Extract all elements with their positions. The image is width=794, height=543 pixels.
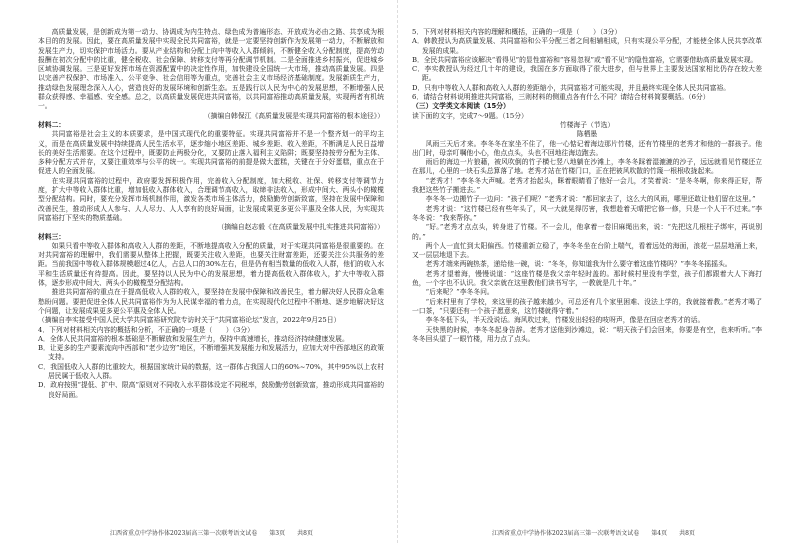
story-paragraph: 两个人一直忙到太阳偏西。竹楼重新立稳了，李冬冬坐在台阶上喘气，看着远处的海面，浪花一层层地涌上来，又一层层地退下去。 <box>412 241 762 260</box>
story-paragraph: 老秀才端来两碗热茶，递给他一碗，说：“冬冬，你知道我为什么要守着这座竹楼吗？”李冬冬摇摇头。 <box>425 260 732 269</box>
material-2-citation: （摘编自赵志毅《在高质量发展中扎实推进共同富裕》） <box>217 223 384 232</box>
material-1-paragraph: 高质量发展，是创新成为第一动力、协调成为内生特点、绿色成为普遍形态、开放成为必由之路、共享成为根本目的的发展。因此，要在高质量发展中实现全民共同富裕，就是一定要坚持创新作为发展第一动力，不断解放和发展生产力，切实保护市场活力。要从产业结构和分配上向中等收入人群倾斜，不断健全收入分配制度，提高劳动报酬在初次分配中的比重，健全税收、社会保障、转移支付等再分配调节机制。二是全面推进乡村振兴，促进城乡区域协调发展。三是更好发挥市场在资源配置中的决定性作用，加快建设全国统一大市场，推动高质量发展。四是以完善产权保护、市场准入、公平竞争、社会信用等为重点，完善社会主义市场经济基础制度。发展新质生产力，推动绿色发展理念深入人心，营造良好的发展环境和创新生态。五是践行以人民为中心的发展思想，不断增强人民群众获得感、幸福感、安全感。总之，以高质量发展促进共同富裕，以共同富裕推动高质量发展，实现两者有机统一。 <box>38 28 384 111</box>
question-4-option-b: B．让更多的生产要素流向中西部和“老少边穷”地区，不断增强其发展能力和发展活力，应加大对中西部地区的政策支持。 <box>38 344 384 362</box>
right-page-footer: 江西省重点中学协作体2023届高三第一次联考语文试卷 第4页 共8页 <box>492 530 695 537</box>
story-paragraph: “后来村里有了学校，来这里的孩子越来越少。可总还有几个家里困难、没法上学的，我就接着教。”老秀才喝了一口茶，“只要还有一个孩子愿意来，这竹楼就得守着。” <box>412 297 762 315</box>
left-page-footer: 江西省重点中学协作体2023届高三第一次联考语文试卷 第3页 共8页 <box>110 530 313 537</box>
material-3-paragraph-1: 如果只看中等收入群体和高收入人群的差距，不断地提高收入分配的质量，对于实现共同富裕是很重要的。在对共同富裕的理解中，我们需要从整体上把握，既要关注收入差距，也要关注财富差距，还要关注公共服务的差距。当前我国中等收入群体规模超过4亿人，占总人口的30%左右，但是仍有相当数量的低收入人群，他们的收入水平和生活质量还有待提高。因此，要坚持以人民为中心的发展思想，着力提高低收入群体收入，扩大中等收入群体，逐步形成中间大、两头小的橄榄型分配结构。 <box>38 241 384 288</box>
question-4: 4．下列对材料相关内容的概括和分析，不正确的一项是（ ）（3分） <box>38 325 254 334</box>
story-paragraph: 风雨三天后才来。李冬冬在家坐不住了，他一心惦记着海边那片竹楼，还有竹楼里的老秀才和他的一群孩子。他出门时，母亲叮嘱他小心，他点点头，头也不回地往海边跑去。 <box>412 139 762 157</box>
story-title: 竹楼海子（节选） <box>559 120 615 129</box>
material-3-heading: 材料三： <box>38 232 66 241</box>
question-5-option-d: D．只有中等收入人群和高收入人群的差距缩小，共同富裕才可能实现，并且最终实现全体人民共同富裕。 <box>412 83 731 92</box>
question-6: 6．请结合材料说明推进共同富裕，三则材料的侧重点各有什么不同？请结合材料简要概括。（6分） <box>412 93 710 102</box>
material-3-paragraph-2: 推进共同富裕的重点在于提高低收入人群的收入，要坚持在发展中保障和改善民生，着力解决好人民群众急难愁盼问题。要把促进全体人民共同富裕作为为人民谋幸福的着力点，在实现现代化过程中不断地、逐步地解决好这个问题，让发展成果更多更公平惠及全体人民。 <box>38 288 384 315</box>
left-page-column <box>38 28 384 400</box>
question-5: 5．下列对材料相关内容的理解和概括，正确的一项是（ ）（3分） <box>412 28 622 36</box>
story-paragraph: 李冬冬低下头，半天没说话。海风吹过来，竹楼发出轻轻的吱呀声，像是在回应老秀才的话。 <box>425 316 705 325</box>
question-4-option-d: D．政府按照“提低、扩中、限高”原则对不同收入水平群体设定不同税率，鼓励勤劳创新致富，推动形成共同富裕的良好局面。 <box>38 381 384 399</box>
page-fold-line <box>397 0 398 543</box>
material-1-citation: （摘编自韩保江《高质量发展是实现共同富裕的根本途径》） <box>203 111 384 120</box>
material-2-paragraph-2: 在实现共同富裕的过程中，政府要发挥积极作用，完善收入分配制度，加大税收、社保、转移支付等调节力度，扩大中等收入群体比重，增加低收入群体收入，合理调节高收入，取缔非法收入，形成中间大、两头小的橄榄型分配结构。同时，要充分发挥市场机制作用，激发各类市场主体活力，鼓励勤劳创新致富，坚持在发展中保障和改善民生，推动形成人人参与、人人尽力、人人享有的良好局面，让发展成果更多更公平惠及全体人民，为实现共同富裕打下坚实的物质基础。 <box>38 176 384 222</box>
right-page-column <box>412 28 762 344</box>
story-paragraph: “后来呢？”李冬冬问。 <box>425 288 494 297</box>
question-5-option-a: A．韩教授认为高质量发展、共同富裕和公平分配三者之间相辅相成，只有实现公平分配，才能使全体人民共享改革发展的成果。 <box>412 37 762 55</box>
story-paragraph: 老秀才望着海，慢慢说道：“这座竹楼是我父亲年轻时盖的。那时候村里没有学堂，孩子们都跟着大人下海打鱼，一个字也不认识。我父亲就在这里教他们读书写字，一教就是几十年。” <box>412 269 762 288</box>
story-paragraph: “好。”老秀才点点头，转身进了竹楼。不一会儿，他拿着一卷旧麻绳出来，说：“先把这几根柱子绑牢，再说别的。” <box>412 223 762 241</box>
material-2-heading: 材料二： <box>38 120 66 129</box>
story-paragraph: 天快黑的时候，李冬冬起身告辞。老秀才送他到沙滩边，说：“明天孩子们会回来，你要是有空，也来听听。”李冬冬回头望了一眼竹楼，用力点了点头。 <box>412 325 762 343</box>
story-paragraph: 老秀才说：“这竹楼已经有些年头了，风一大就晃得厉害，我想趁着天晴把它修一修，只是一个人干不过来。”李冬冬说：“我来帮你。” <box>412 204 762 222</box>
section-3-heading: （三）文学类文本阅读（15分） <box>412 102 510 111</box>
question-4-option-c: C．我国低收入人群的比重较大，根据国家统计局的数据，这一群体占我国人口的60%~70%，其中95%以上农村居民属于低收入人群。 <box>38 362 384 380</box>
story-paragraph: 雨后的海边一片狼藉，被风吹倒的竹子横七竖八地躺在沙滩上，李冬冬踩着湿漉漉的沙子，远远就看见竹楼还立在那儿，心里的一块石头总算落了地。老秀才站在竹楼门口，正在把被风吹散的竹篾一根根收拢起来。 <box>412 158 762 176</box>
section-3-instruction: 读下面的文字，完成7～9题。（15分） <box>412 111 528 120</box>
story-paragraph: “老秀才！”李冬冬大声喊。老秀才抬起头，眯着眼睛看了他好一会儿，才笑着说：“是冬冬啊，你来得正好，帮我把这些竹子搬进去。” <box>412 176 762 195</box>
question-5-option-c: C．李实教授认为经过几十年的建设，我国在多方面取得了很大进步，但与世界上主要发达国家相比仍存在较大差距。 <box>412 65 762 83</box>
story-paragraph: 李冬冬一边搬竹子一边问：“孩子们呢？”老秀才说：“都回家去了，这么大的风雨，哪里还敢让他们留在这里。” <box>425 195 756 204</box>
question-4-option-a: A．全体人民共同富裕的根本基础是不断解放和发展生产力，保持中高速增长，推动经济持续健康发展。 <box>38 334 349 343</box>
material-2-paragraph-1: 共同富裕是社会主义的本质要求，是中国式现代化的重要特征。实现共同富裕并不是一个整齐划一的平均主义，而是在高质量发展中持续提高人民生活水平，逐步缩小地区差距、城乡差距、收入差距，不断满足人民日益增长的美好生活需要。在这个过程中，既要防止两极分化，又要防止落入福利主义陷阱；既要坚持按劳分配为主体、多种分配方式并存，又要注重效率与公平的统一。实现共同富裕的前提是做大蛋糕，关键在于分好蛋糕，重点在于促进人的全面发展。 <box>38 130 384 176</box>
material-3-citation: （摘编自李实接受中国人民大学共同富裕研究院专访时关于“共同富裕论坛”发言，2022年9月25日） <box>38 316 341 325</box>
question-5-option-b: B．全民共同富裕应该解决“看得见”的显性富裕和“容易忽视”或“看不见”的隐性富裕，它需要借助高质量发展实现。 <box>412 55 758 64</box>
story-author: 陈栖墨 <box>576 130 598 139</box>
